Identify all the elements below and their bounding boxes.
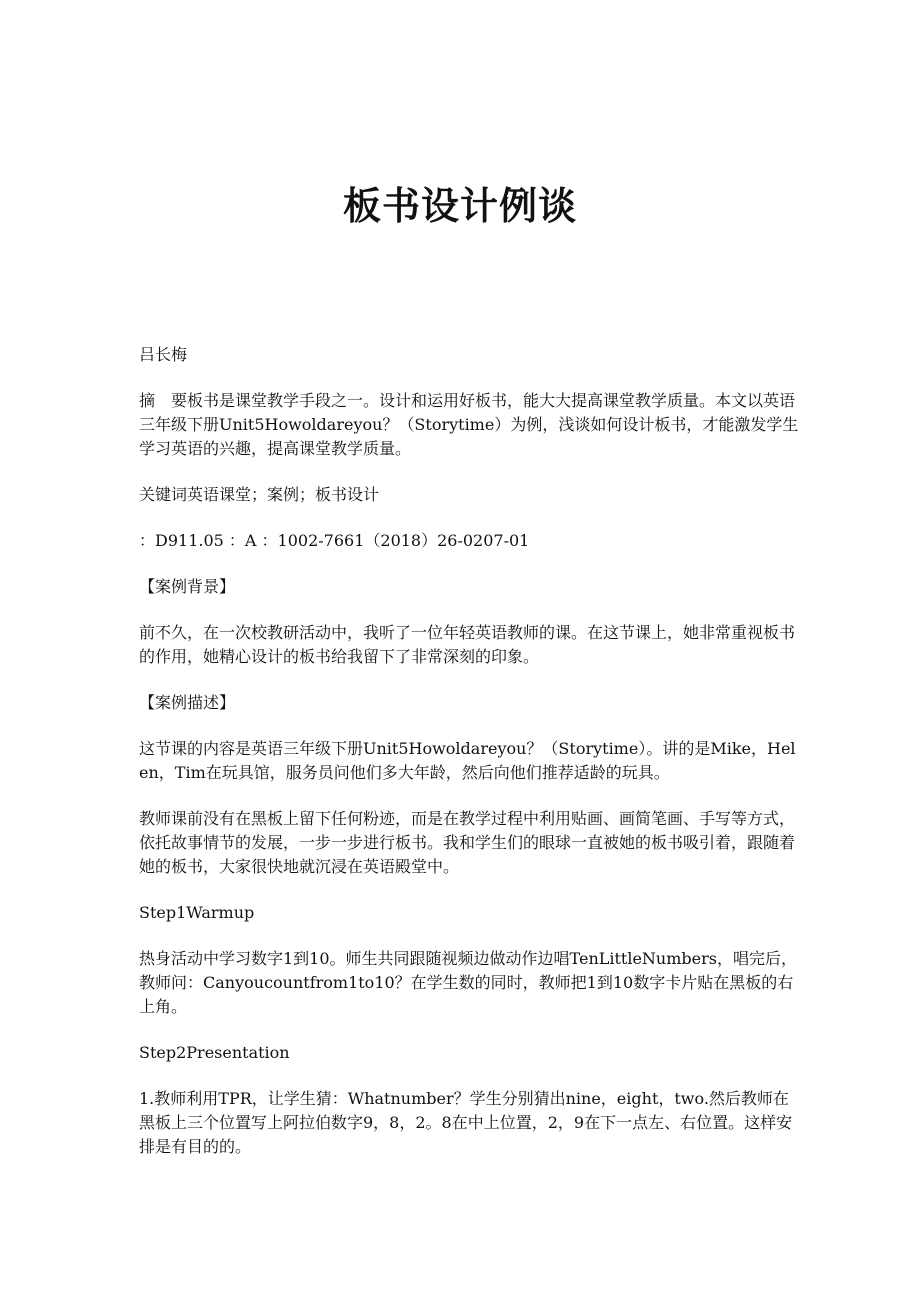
background-paragraph: 前不久，在一次校教研活动中，我听了一位年轻英语教师的课。在这节课上，她非常重视板书的作用，她精心设计的板书给我留下了非常深刻的印象。 — [139, 623, 796, 666]
classification-line: ：D911.05 ：A ：1002-7661（2018）26-0207-01 — [139, 531, 530, 550]
document-title: 板书设计例谈 — [342, 183, 577, 228]
section-heading-description: 【案例描述】 — [139, 693, 236, 712]
section-heading-background: 【案例背景】 — [139, 577, 236, 596]
keywords-line: 关键词英语课堂；案例；板书设计 — [139, 485, 380, 504]
description-paragraph-1: 这节课的内容是英语三年级下册Unit5Howoldareyou？（Storytime）。讲的是Mike，Helen，Tim在玩具馆，服务员问他们多大年龄，然后向他们推荐适龄的玩具。 — [139, 739, 796, 782]
step2-paragraph: 1.教师利用TPR，让学生猜：Whatnumber？学生分别猜出nine，eight，two.然后教师在黑板上三个位置写上阿拉伯数字9，8，2。8在中上位置，2，9在下一点左、右位置。这样安排是有目的的。 — [139, 1089, 793, 1156]
step1-paragraph: 热身活动中学习数字1到10。师生共同跟随视频边做动作边唱TenLittleNumbers，唱完后，教师问：Canyoucountfrom1to10？在学生数的同时，教师把1到10数字卡片贴在黑板的右上角。 — [139, 949, 797, 1016]
document-body — [139, 343, 799, 1181]
step2-heading: Step2Presentation — [139, 1043, 290, 1062]
step1-heading: Step1Warmup — [139, 903, 255, 922]
abstract-paragraph: 摘 要板书是课堂教学手段之一。设计和运用好板书，能大大提高课堂教学质量。本文以英语三年级下册Unit5Howoldareyou？（Storytime）为例，浅谈如何设计板书，才能激发学生学习英语的兴趣，提高课堂教学质量。 — [139, 391, 799, 458]
description-paragraph-2: 教师课前没有在黑板上留下任何粉迹，而是在教学过程中利用贴画、画简笔画、手写等方式，依托故事情节的发展，一步一步进行板书。我和学生们的眼球一直被她的板书吸引着，跟随着她的板书，大家很快地就沉浸在英语殿堂中。 — [139, 809, 796, 876]
author-name: 吕长梅 — [139, 345, 188, 364]
